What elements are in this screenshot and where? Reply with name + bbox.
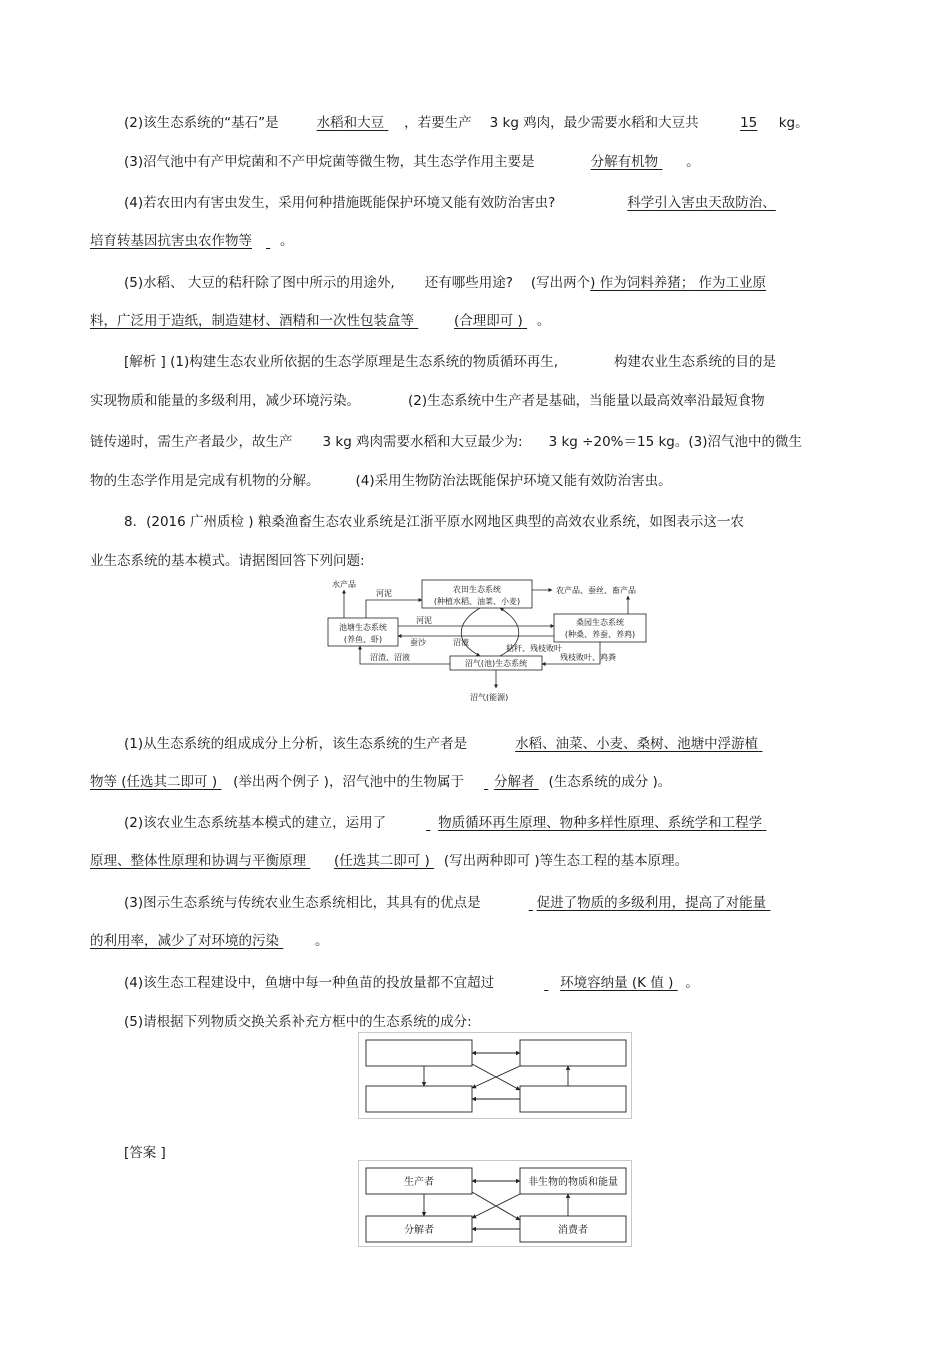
q7-part2 <box>124 114 809 132</box>
q8-part4 <box>124 974 699 992</box>
label-farmland-1: 农田生态系统 <box>453 585 501 594</box>
q8-part1 <box>124 735 788 753</box>
answer-label: [答案 ] <box>124 1145 166 1161</box>
answer-blank: ) 作为饲料养猪； 作为工业原 <box>590 275 767 291</box>
answer-blank: 15 <box>740 115 758 131</box>
answer-blank: 物质循环再生原理、物种多样性原理、系统学和工程学 <box>438 815 763 831</box>
q8-part1-cont <box>90 773 671 791</box>
text: 3 kg ÷20%＝15 kg。(3)沼气池中的微生 <box>548 434 802 450</box>
q8-part2-cont <box>90 852 688 870</box>
q8-stem-line-1: 8．(2016 广州质检 ) 粮桑渔畜生态农业系统是江浙平原水网地区典型的高效农业系统，如图表示这一农 <box>124 514 744 530</box>
label-biogas-energy: 沼气(能源) <box>470 693 509 702</box>
q7-part4-cont <box>90 232 294 250</box>
text: ，若要生产 <box>404 115 472 131</box>
text: (1)从生态系统的组成成分上分析，该生态系统的生产者是 <box>124 736 468 752</box>
answer-blank: 的利用率，减少了对环境的污染 <box>90 933 279 949</box>
text: (举出两个例子 )，沼气池中的生物属于 <box>233 774 464 790</box>
producer-label: 生产者 <box>404 1177 434 1188</box>
label-farmland-2: (种植水稻、油菜、小麦) <box>433 597 521 606</box>
blank-box-tr <box>520 1040 626 1066</box>
label-straw-leaves: 秸秆、残枝败叶 <box>506 644 562 653</box>
answer-blank: (合理即可 ) <box>454 313 523 329</box>
label-slag-slurry: 沼渣、沼液 <box>370 653 410 662</box>
text: (4)采用生物防治法既能保护环境又能有效防治害虫。 <box>355 473 672 489</box>
answer-blank: 培育转基因抗害虫农作物等 <box>90 233 252 249</box>
text: (写出两个 <box>530 275 591 291</box>
text: 3 kg 鸡肉，最少需要水稻和大豆共 <box>489 115 699 131</box>
answer-blank: 分解者 <box>493 774 535 790</box>
text: 3 kg 鸡肉需要水稻和大豆最少为: <box>322 434 523 450</box>
label-river-mud-mid: 河泥 <box>416 616 432 625</box>
q7-part4 <box>124 194 776 212</box>
label-pond-2: (养鱼、虾) <box>343 635 383 644</box>
label-farm-products: 农产品、蚕丝、畜产品 <box>556 586 636 595</box>
text: 。 <box>315 933 329 949</box>
answer-blank: 促进了物质的多级利用，提高了对能量 <box>536 895 767 911</box>
label-mulberry-1: 桑园生态系统 <box>576 618 624 627</box>
label-silkworm-sand: 蚕沙 <box>410 638 426 647</box>
text: 链传递时，需生产者最少，故生产 <box>90 434 293 450</box>
text: 。 <box>280 233 294 249</box>
text: (2)该农业生态系统基本模式的建立，运用了 <box>124 815 387 831</box>
q8-part3 <box>124 894 796 912</box>
text: 物的生态学作用是完成有机物的分解。 <box>90 473 320 489</box>
label-mulberry-2: (种桑、养蚕、养鸡) <box>564 630 636 639</box>
answer-blank: 水稻、油菜、小麦、桑树、池塘中浮游植 <box>515 736 759 752</box>
text: 构建农业生态系统的目的是 <box>614 354 777 370</box>
label-biogas-system: 沼气(池)生态系统 <box>464 659 528 668</box>
text: (3)图示生态系统与传统农业生态系统相比，其具有的优点是 <box>124 895 481 911</box>
eco-agriculture-diagram <box>320 578 670 708</box>
blank-box-br <box>520 1086 626 1112</box>
label-biogas-slurry: 沼液 <box>453 638 469 647</box>
decomposer-label: 分解者 <box>404 1225 434 1236</box>
answer-blank: 料，广泛用于造纸，制造建材、酒精和一次性包装盒等 <box>90 313 414 329</box>
text: (2)该生态系统的“基石”是 <box>124 115 279 131</box>
q8-part3-cont <box>90 932 329 950</box>
answer-blank: 科学引入害虫天敌防治、 <box>627 195 776 211</box>
label-pond-1: 池塘生态系统 <box>339 623 387 632</box>
blank-box-tl <box>366 1040 472 1066</box>
q8-part2 <box>124 814 800 832</box>
label-river-mud-top: 河泥 <box>376 589 392 598</box>
answer-blank: 分解有机物 <box>590 154 659 170</box>
answer-blank: 原理、整体性原理和协调与平衡原理 <box>90 853 306 869</box>
outer-frame <box>359 1033 632 1119</box>
answer-blank: 物等 (任选其二即可 ) <box>90 774 218 790</box>
answer-blank: 水稻和大豆 <box>316 115 385 131</box>
analysis-line-1 <box>124 353 776 371</box>
text: 。 <box>685 975 699 991</box>
text: 还有哪些用途? <box>424 275 513 291</box>
q7-part5-cont <box>90 312 550 330</box>
text: 。 <box>536 313 551 329</box>
answer-exchange-diagram <box>358 1160 633 1248</box>
blank-box-bl <box>366 1086 472 1112</box>
text: (4)若农田内有害虫发生，采用何种措施既能保护环境又能有效防治害虫? <box>124 195 556 211</box>
answer-blank: 环境容纳量 (K 值 ) <box>560 975 674 991</box>
text: kg。 <box>778 115 809 131</box>
q8-part5: (5)请根据下列物质交换关系补充方框中的生态系统的成分: <box>124 1014 472 1030</box>
text: (写出两种即可 )等生态工程的基本原理。 <box>443 853 689 869</box>
q7-part5 <box>124 274 766 292</box>
answer-blank: (任选其二即可 ) <box>334 853 430 869</box>
label-water-product: 水产品 <box>332 580 356 589</box>
analysis-line-4 <box>90 472 672 490</box>
text: (生态系统的成分 )。 <box>548 774 672 790</box>
q7-part3 <box>124 153 700 171</box>
text: 。 <box>686 154 700 170</box>
text: (5)水稻、 大豆的秸秆除了图中所示的用途外, <box>124 275 395 291</box>
analysis-line-2 <box>90 392 765 410</box>
text: (3)沼气池中有产甲烷菌和不产甲烷菌等微生物，其生态学作用主要是 <box>124 154 535 170</box>
label-branches-manure: 残枝败叶、鸡粪 <box>560 653 616 662</box>
analysis-line-3 <box>90 433 802 451</box>
blank-exchange-diagram <box>358 1032 633 1120</box>
text: (2)生态系统中生产者是基础，当能量以最高效率沿最短食物 <box>408 393 765 409</box>
outer-frame <box>359 1161 632 1247</box>
q8-stem-line-2: 业生态系统的基本模式。请据图回答下列问题: <box>90 553 365 569</box>
consumer-label: 消费者 <box>558 1225 588 1236</box>
text: [解析 ] (1)构建生态农业所依据的生态学原理是生态系统的物质循环再生, <box>124 354 559 370</box>
text: (4)该生态工程建设中，鱼塘中每一种鱼苗的投放量都不宜超过 <box>124 975 495 991</box>
text: 实现物质和能量的多级利用，减少环境污染。 <box>90 393 360 409</box>
abiotic-label: 非生物的物质和能量 <box>528 1177 618 1188</box>
